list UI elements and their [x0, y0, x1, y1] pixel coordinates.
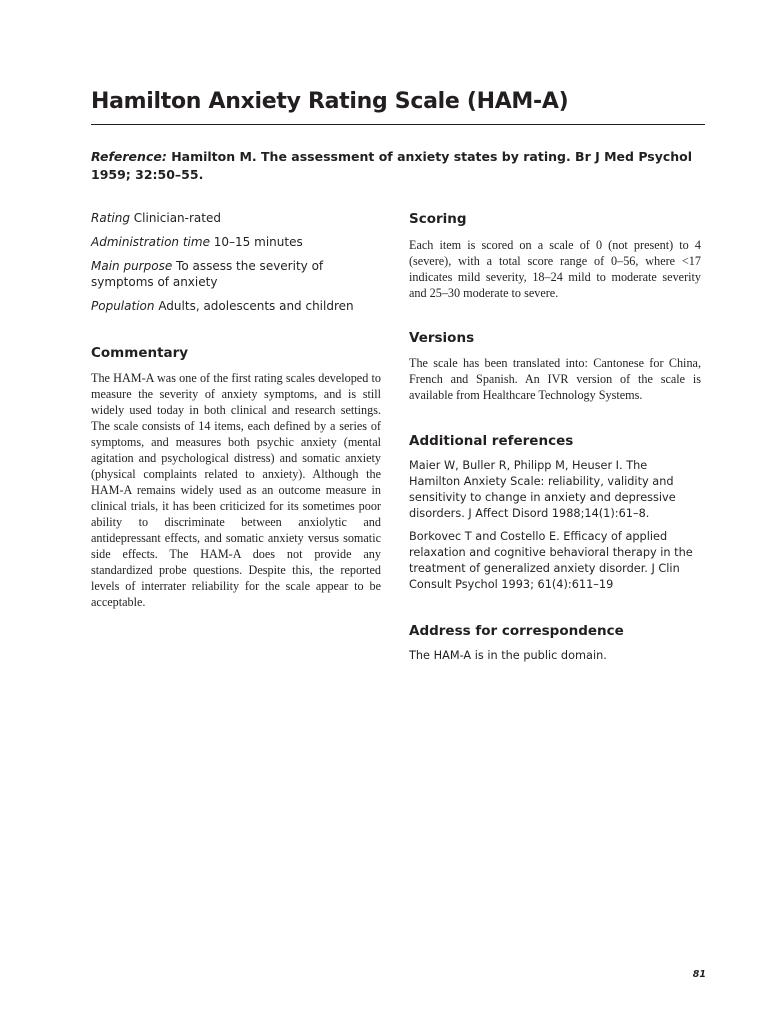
meta-main-purpose [91, 258, 383, 290]
reference-citation [91, 148, 701, 184]
metadata-block [91, 210, 383, 322]
page-title: Hamilton Anxiety Rating Scale (HAM-A) [91, 89, 569, 114]
scoring-text: Each item is scored on a scale of 0 (not present) to 4 (severe), with a total score range of 0–56, where <17 indicates mild severity, 18–24 mild to moderate severity and 25–30 moderate to severe. [409, 238, 701, 300]
meta-administration-time [91, 234, 383, 250]
reference-item: Maier W, Buller R, Philipp M, Heuser I. The Hamilton Anxiety Scale: reliability, validity and sensitivity to change in anxiety and depressive disorders. J Affect Disord 1988;14(1):61–8. [409, 459, 676, 520]
address-heading: Address for correspondence [409, 623, 624, 639]
meta-label: Main purpose [91, 259, 173, 273]
commentary-heading: Commentary [91, 345, 189, 361]
page-number: 81 [692, 969, 706, 980]
meta-value: Adults, adolescents and children [158, 299, 354, 313]
meta-rating [91, 210, 383, 226]
reference-item: Borkovec T and Costello E. Efficacy of applied relaxation and cognitive behavioral therapy in the treatment of generalized anxiety disorder. J Clin Consult Psychol 1993; 61(4):611–19 [409, 530, 693, 591]
reference-label: Reference: [91, 149, 167, 164]
address-text: The HAM-A is in the public domain. [409, 649, 607, 662]
reference-text: Hamilton M. The assessment of anxiety states by rating. Br J Med Psychol 1959; 32:50–55. [91, 149, 693, 182]
scoring-heading: Scoring [409, 211, 467, 227]
meta-label: Population [91, 299, 155, 313]
meta-label: Administration time [91, 235, 210, 249]
commentary-text: The HAM-A was one of the first rating scales developed to measure the severity of anxiety symptoms, and is still widely used today in both clinical and research settings. The scale consists of 14 items, each defined by a series of symptoms, and measures both psychic anxiety (mental agitation and psychological distress) and somatic anxiety (physical complaints related to anxiety). Although the HAM-A remains widely used as an outcome measure in clinical trials, it has been criticized for its sometimes poor ability to discriminate between anxiolytic and antidepressant effects, and somatic anxiety versus somatic side effects. The HAM-A does not provide any standardized probe questions. Despite this, the reported levels of interrater reliability for the scale appear to be acceptable. [91, 371, 381, 609]
additional-references-heading: Additional references [409, 433, 574, 449]
meta-population [91, 298, 383, 314]
meta-value: 10–15 minutes [213, 235, 303, 249]
meta-value: To assess the severity of symptoms of anxiety [91, 259, 324, 289]
versions-heading: Versions [409, 330, 475, 346]
title-divider [91, 124, 705, 125]
versions-text: The scale has been translated into: Cantonese for China, French and Spanish. An IVR version of the scale is available from Healthcare Technology Systems. [409, 356, 701, 402]
meta-value: Clinician-rated [133, 211, 221, 225]
meta-label: Rating [91, 211, 130, 225]
